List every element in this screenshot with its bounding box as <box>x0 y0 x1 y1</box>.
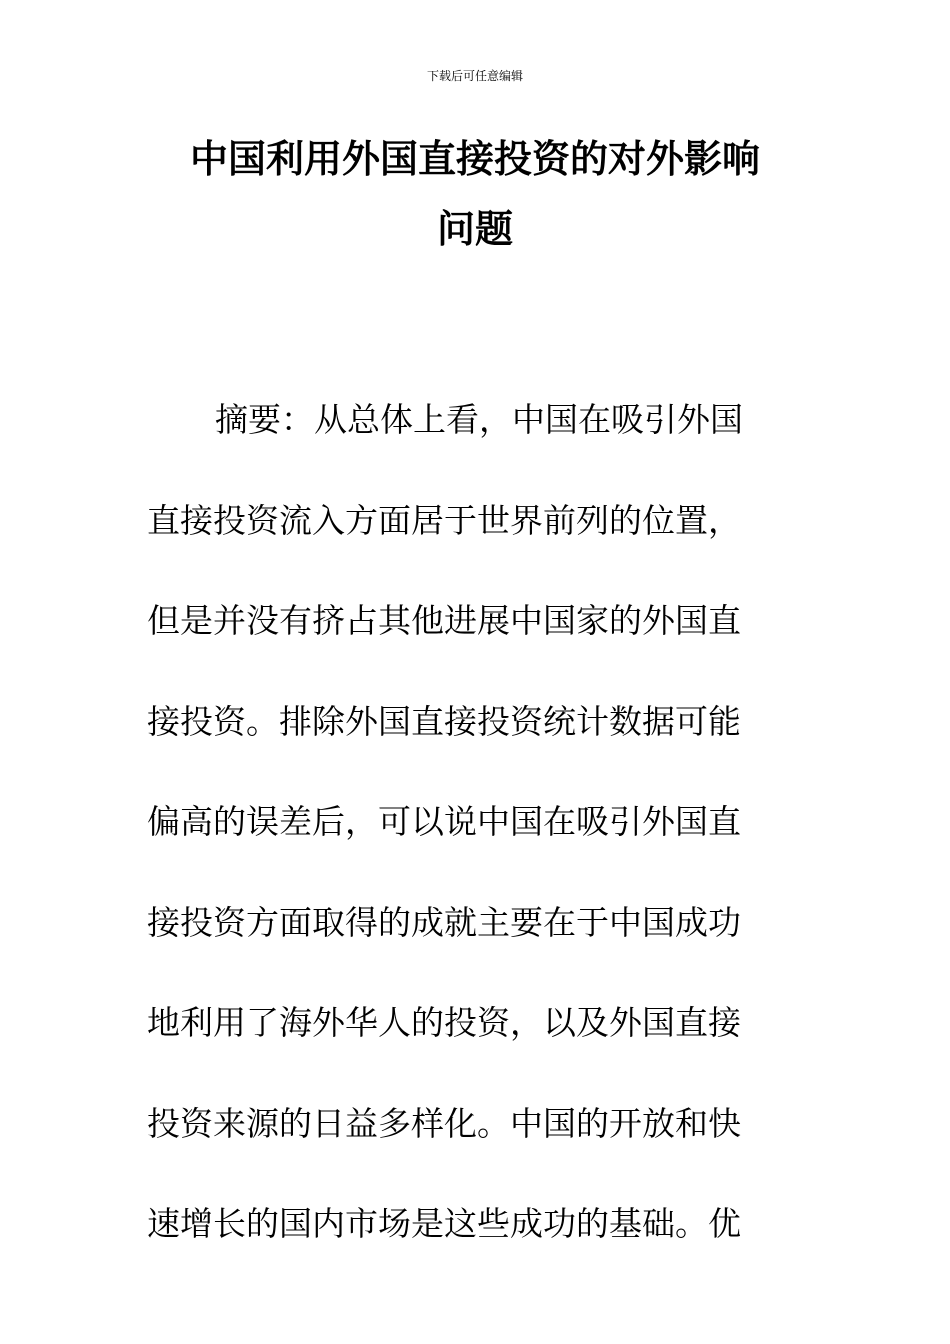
document-title <box>150 124 800 264</box>
paragraph-line: 摘要：从总体上看，中国在吸引外国 <box>215 400 743 439</box>
paragraph-line: 速增长的国内市场是这些成功的基础。优 <box>147 1204 741 1243</box>
title-line-2: 问题 <box>436 207 513 251</box>
title-line-1: 中国利用外国直接投资的对外影响 <box>189 137 760 181</box>
header-note: 下载后可任意编辑 <box>426 69 523 83</box>
paragraph-line: 接投资方面取得的成就主要在于中国成功 <box>147 902 741 942</box>
paragraph-line: 直接投资流入方面居于世界前列的位置， <box>147 500 741 540</box>
paragraph-line: 偏高的误差后，可以说中国在吸引外国直 <box>147 802 741 841</box>
abstract-paragraph <box>147 370 787 1275</box>
paragraph-line: 接投资。排除外国直接投资统计数据可能 <box>147 701 741 741</box>
paragraph-line: 投资来源的日益多样化。中国的开放和快 <box>147 1103 741 1143</box>
paragraph-line: 地利用了海外华人的投资，以及外国直接 <box>147 1003 741 1042</box>
paragraph-line: 但是并没有挤占其他进展中国家的外国直 <box>147 601 741 640</box>
